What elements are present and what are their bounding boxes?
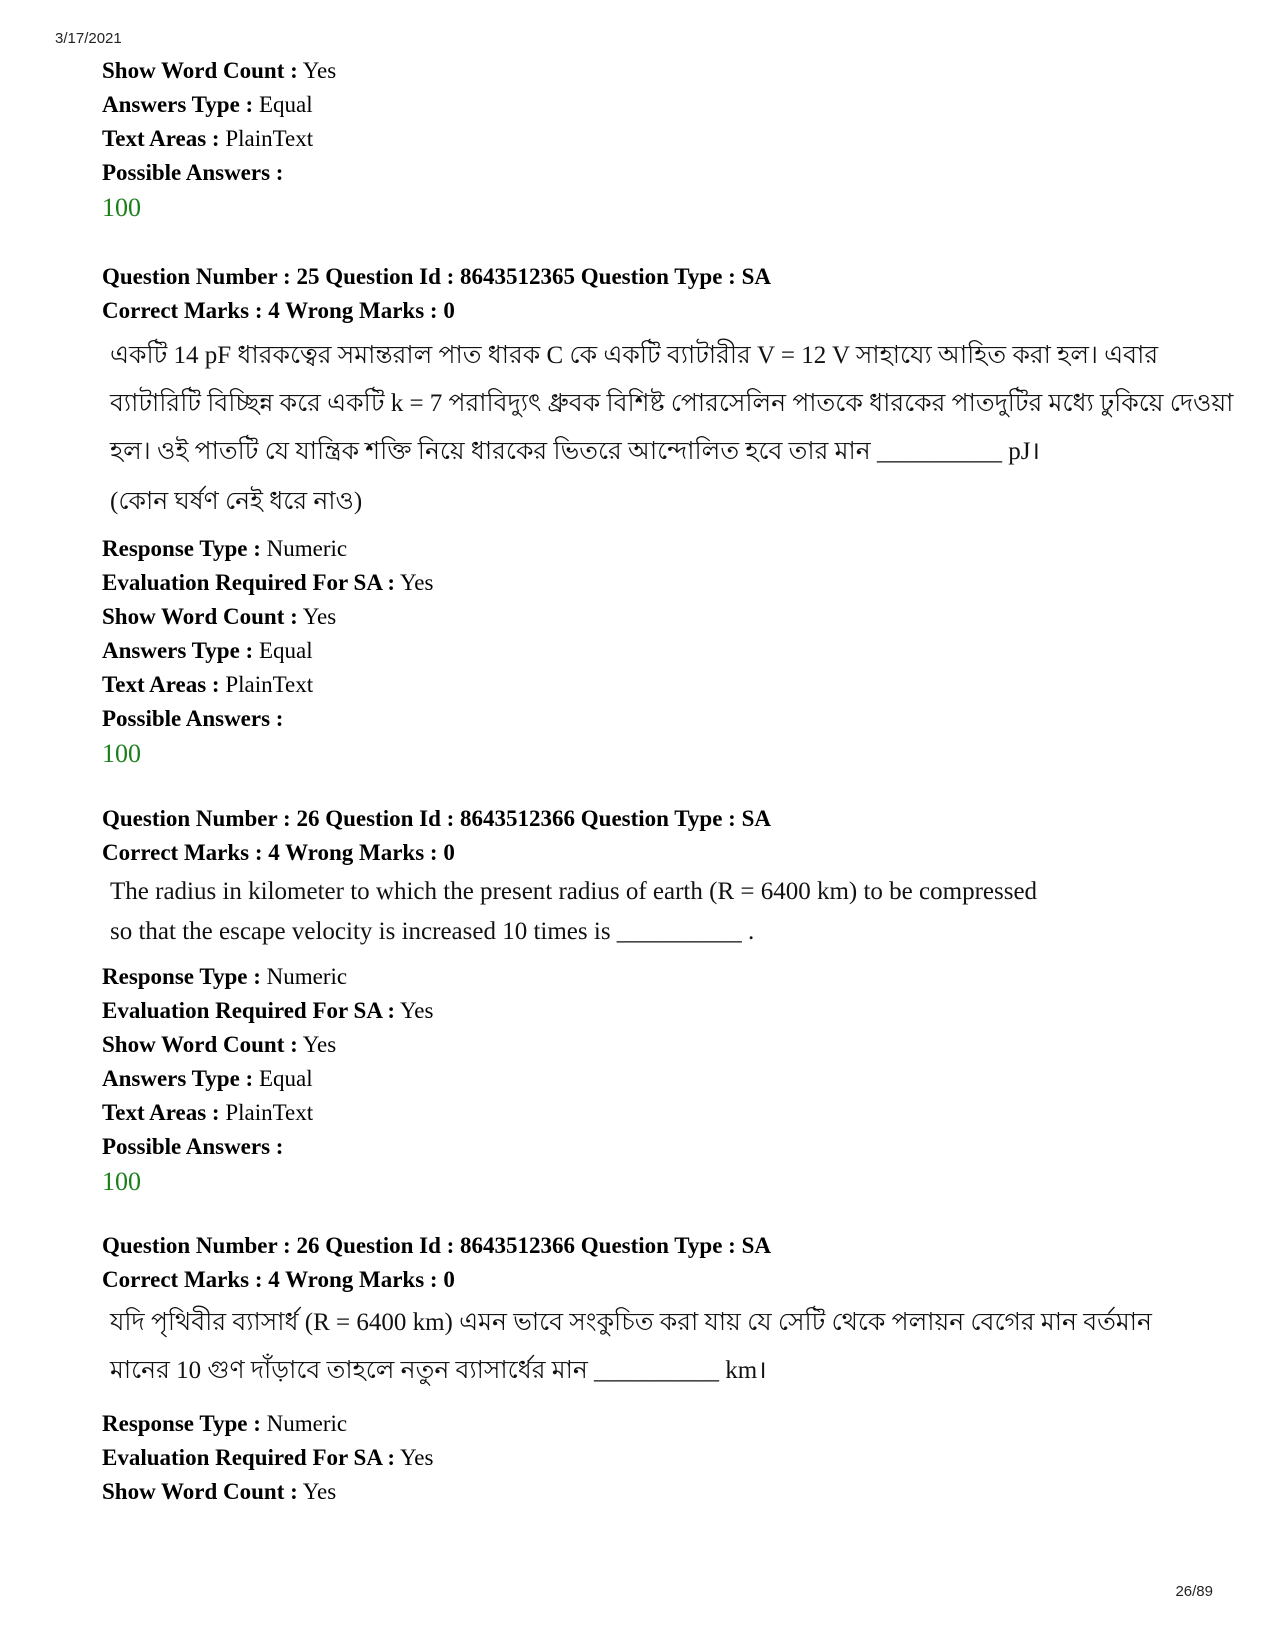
question-marks: Correct Marks : 4 Wrong Marks : 0 — [102, 1267, 455, 1292]
question-26-english — [102, 802, 1202, 1200]
question-text — [110, 1299, 1200, 1395]
response-type-row: Response Type : Numeric — [102, 536, 348, 561]
answers-type-row: Answers Type : Equal — [102, 92, 313, 117]
answers-type-row: Answers Type : Equal — [102, 638, 313, 663]
question-text-line: যদি পৃথিবীর ব্যাসার্ধ (R = 6400 km) এমন ভাবে সংকুচিত করা যায় যে সেটি থেকে পলায়ন বেগের মান বর্তমান — [110, 1309, 1152, 1336]
page-date: 3/17/2021 — [55, 30, 122, 47]
question-text-line: (কোন ঘর্ষণ নেই ধরে নাও) — [110, 488, 363, 515]
question-header: Question Number : 26 Question Id : 8643512366 Question Type : SA — [102, 1233, 771, 1258]
previous-question-tail — [102, 54, 1202, 226]
text-areas-row: Text Areas : PlainText — [102, 672, 314, 697]
possible-answers-row: Possible Answers : — [102, 160, 284, 185]
text-areas-row: Text Areas : PlainText — [102, 1100, 314, 1125]
show-word-count-row: Show Word Count : Yes — [102, 58, 337, 83]
question-text-line: মানের 10 গুণ দাঁড়াবে তাহলে নতুন ব্যাসার্ধের মান __________ km। — [110, 1357, 767, 1384]
question-text-line: ব্যাটারিটি বিচ্ছিন্ন করে একটি k = 7 পরাবিদ্যুৎ ধ্রুবক বিশিষ্ট পোরসেলিন পাতকে ধারকের পাতদুটির মধ্যে ঢুকিয়ে দেওয়া — [110, 390, 1234, 417]
page-number: 26/89 — [1175, 1583, 1213, 1600]
text-areas-row: Text Areas : PlainText — [102, 126, 314, 151]
possible-answers-row: Possible Answers : — [102, 1134, 284, 1159]
question-text — [110, 872, 1200, 952]
show-word-count-row: Show Word Count : Yes — [102, 1479, 337, 1504]
question-header: Question Number : 25 Question Id : 8643512365 Question Type : SA — [102, 264, 771, 289]
answers-type-row: Answers Type : Equal — [102, 1066, 313, 1091]
question-marks: Correct Marks : 4 Wrong Marks : 0 — [102, 298, 455, 323]
question-text-line: The radius in kilometer to which the present radius of earth (R = 6400 km) to be compressed — [110, 878, 1038, 905]
possible-answer-value: 100 — [102, 193, 141, 222]
question-text-line: হল। ওই পাতটি যে যান্ত্রিক শক্তি নিয়ে ধারকের ভিতরে আন্দোলিত হবে তার মান __________ pJ। — [110, 438, 1040, 465]
question-25 — [102, 260, 1234, 772]
show-word-count-row: Show Word Count : Yes — [102, 604, 337, 629]
response-type-row: Response Type : Numeric — [102, 1411, 348, 1436]
evaluation-required-row: Evaluation Required For SA : Yes — [102, 998, 434, 1023]
show-word-count-row: Show Word Count : Yes — [102, 1032, 337, 1057]
question-header: Question Number : 26 Question Id : 8643512366 Question Type : SA — [102, 806, 771, 831]
question-marks: Correct Marks : 4 Wrong Marks : 0 — [102, 840, 455, 865]
evaluation-required-row: Evaluation Required For SA : Yes — [102, 570, 434, 595]
possible-answers-row: Possible Answers : — [102, 706, 284, 731]
question-26-bengali — [102, 1229, 1202, 1509]
question-text-line: so that the escape velocity is increased 10 times is __________ . — [110, 918, 755, 945]
evaluation-required-row: Evaluation Required For SA : Yes — [102, 1445, 434, 1470]
question-text-line: একটি 14 pF ধারকত্বের সমান্তরাল পাত ধারক C কে একটি ব্যাটারীর V = 12 V সাহায্যে আহিত করা হল। এবার — [110, 342, 1159, 369]
possible-answer-value: 100 — [102, 1167, 141, 1196]
question-text — [110, 332, 1234, 528]
possible-answer-value: 100 — [102, 739, 141, 768]
response-type-row: Response Type : Numeric — [102, 964, 348, 989]
